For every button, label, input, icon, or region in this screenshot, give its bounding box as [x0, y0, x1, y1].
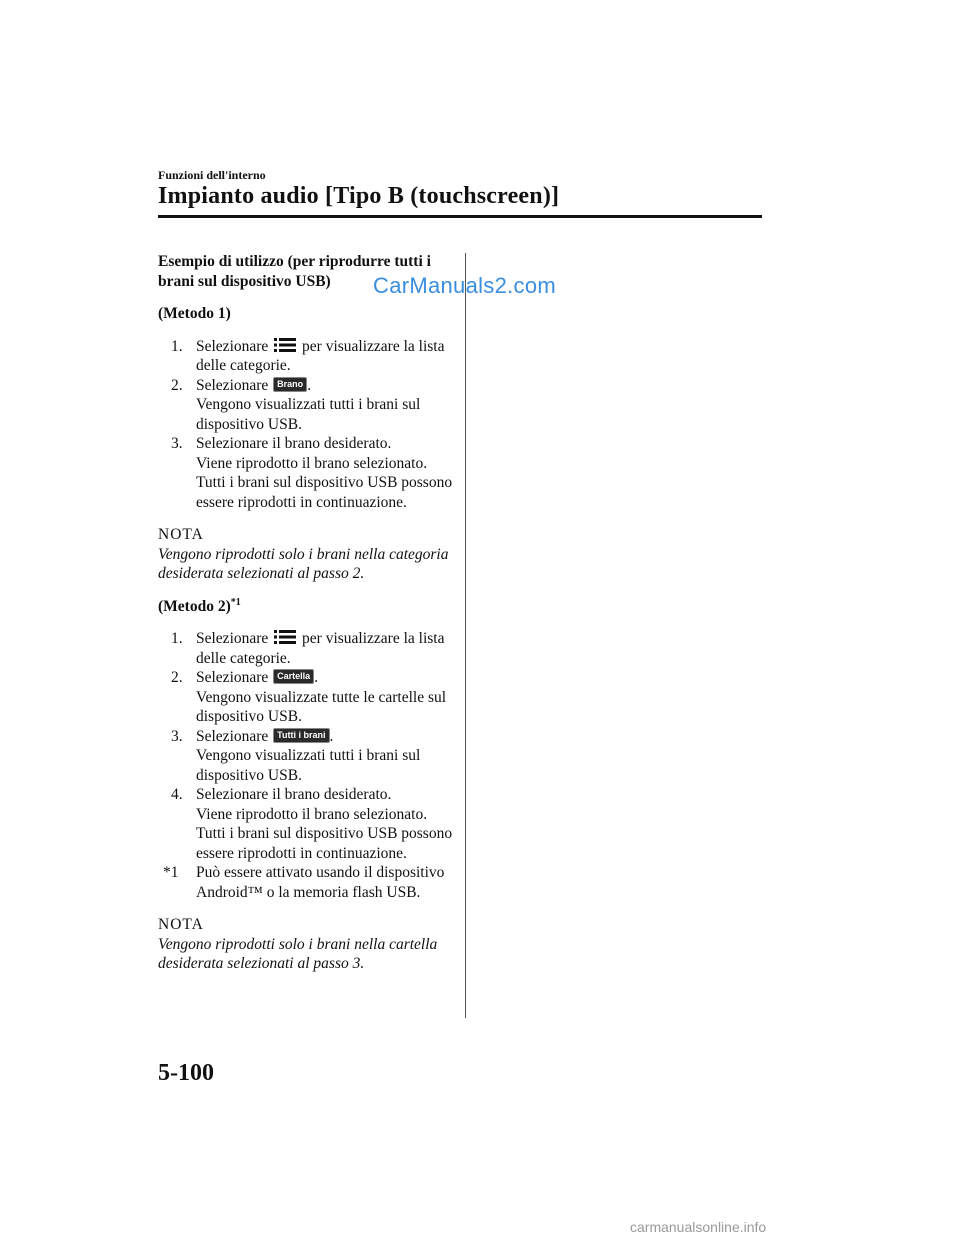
method1-title: (Metodo 1): [158, 305, 231, 322]
list-icon: [274, 629, 296, 645]
method2-step-3: 3. Selezionare Tutti i brani . Vengono visualizzati tutti i brani sul dispositivo USB.: [171, 727, 421, 784]
method2-step-1: 1. Selezionare per visualizzare la lista delle categorie.: [171, 630, 445, 667]
page-number: 5-100: [158, 1060, 214, 1086]
method2-title: (Metodo 2)$^{*1}$: [158, 596, 241, 615]
method2-step-2: 2. Selezionare Cartella . Vengono visualizzate tutte le cartelle sul dispositivo USB.: [171, 669, 447, 725]
method1-step-1: 1. Selezionare per visualizzare la lista delle categorie.: [171, 337, 445, 374]
note-text: Vengono riprodotti solo i brani nella cartella desiderata selezionati al passo 3.: [158, 935, 438, 972]
column-divider: [465, 253, 466, 1018]
note-title: NOTA: [158, 526, 204, 543]
section-label: Funzioni dell'interno: [158, 168, 266, 182]
watermark: CarManuals2.com: [373, 273, 557, 298]
footnote: *1 Può essere attivato usando il dispositivo Android™ o la memoria flash USB.: [163, 864, 445, 901]
method2-step-4: 4. Selezionare il brano desiderato. Viene riprodotto il brano selezionato. Tutti i brani sul dispositivo USB possono essere riprodotti in continuazione.: [171, 786, 453, 862]
cartella-button-image: Cartella: [273, 669, 314, 684]
footer-watermark: carmanualsonline.info: [630, 1219, 767, 1235]
example-heading: Esempio di utilizzo (per riprodurre tutti i brani sul dispositivo USB): [158, 253, 431, 290]
main-column: [158, 252, 453, 974]
title-rule: [158, 215, 762, 218]
note-text: Vengono riprodotti solo i brani nella categoria desiderata selezionati al passo 2.: [158, 545, 449, 582]
method1-step-2: 2. Selezionare Brano . Vengono visualizzati tutti i brani sul dispositivo USB.: [171, 376, 421, 433]
note-title: NOTA: [158, 916, 204, 933]
page-title: Impianto audio [Tipo B (touchscreen)]: [158, 183, 560, 209]
list-icon: [274, 337, 296, 353]
brano-button-image: Brano: [273, 377, 307, 392]
tutti-i-brani-button-image: Tutti i brani: [273, 728, 329, 743]
method1-step-3: 3. Selezionare il brano desiderato. Viene riprodotto il brano selezionato. Tutti i brani sul dispositivo USB possono essere riprodotti in continuazione.: [171, 435, 453, 511]
